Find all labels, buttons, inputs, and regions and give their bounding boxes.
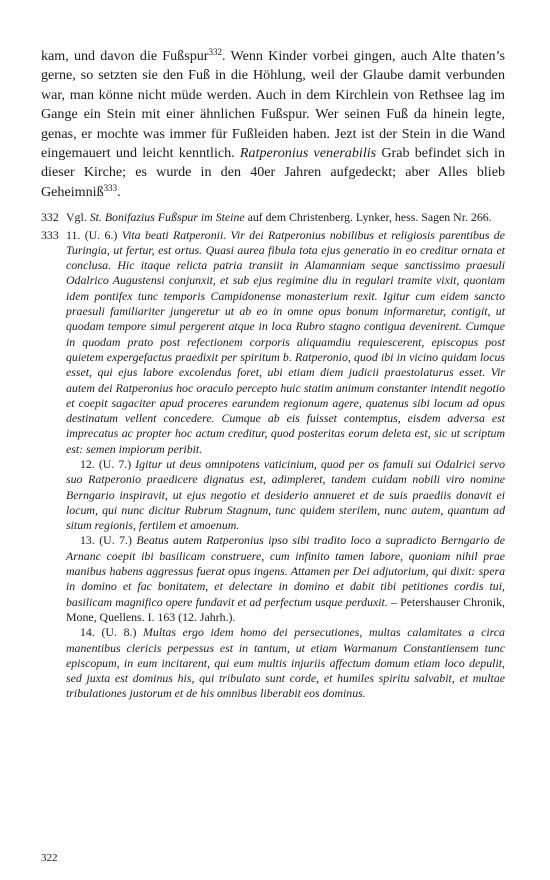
footnote-number: 332	[41, 210, 59, 225]
latin-text: Vita beati Ratperonii. Vir dei Ratperonius nobilibus et religiosis parentibus de Turingia, ut fertur, est ortus. Quasi aurea fibula tota ejus generatio in eo creditur ornata et conclusa. Hic itaque relicta patria transiit in Alamanniam seque sanctissimo praesuli Odalrico Augustensi conjunxit, et sub ejus regimine diu in regulari tramite vixit, quoniam idem pontifex tunc temporis Campidonense monasterium rexit. Igitur cum eidem sancto praesuli familiariter jungeretur ut ab eo in omne opus bonum informaretur, contigit, ut quodam tempore simul pergerent atque in loca Rubro stagno contigua devenirent. Cumque in quodam prato post refectionem corporis aliquamdiu requiescerent, episcopus post quietem expergefactus praedixit per spiritum b. Ratperonio, quod ibi in vicino quidam locus esset, qui ejus labore excolendus foret, ubi etiam diem judicii praestolaturus esset. Vir autem dei Ratperonius hoc oraculo percepto huic statim animum constanter intendit negotio et coepit sagaciter apud proceres earundem regionum agere, quatenus sibi locum ad opus destinatum vellent concedere. Cumque ab eis fuisset contemptus, eisdem adversa est imprecatus ac propter hoc actum creditur, quod posteritas eorum deleta est, sic ut scriptum est: semen impiorum peribit.	[66, 227, 505, 456]
footnote-ref-332[interactable]: 332	[208, 47, 223, 57]
footnote-paragraph-11	[66, 228, 505, 457]
page-number: 322	[41, 852, 58, 864]
page-content	[41, 47, 505, 702]
paragraph-lead: 11. (U. 6.)	[66, 227, 122, 242]
body-paragraph	[41, 47, 505, 202]
footnotes	[41, 210, 505, 702]
latin-text: Beatus autem Ratperonius ipso sibi tradito loco a supradicto Berngario de Arnanc coepit ibi basilicam construere, cum infinito tamen labore, quoniam nihil prae manibus habens aggressus fuerat opus ingens. Attamen per Dei adjutorium, qui dixit: spera in domino et fac bonitatem, et delectare in domino et dabit tibi petitiones cordis tui, basilicam magnifico opere fundavit et ad perfectum usque perduxit.	[66, 533, 505, 609]
footnote-333	[41, 228, 505, 702]
footnote-paragraph-12	[66, 457, 505, 533]
italic-name: Ratperonius venerabilis	[239, 145, 377, 162]
footnote-italic: St. Bonifazius Fußspur im Steine	[89, 210, 245, 225]
footnote-body	[66, 210, 505, 225]
latin-text: Multas ergo idem homo dei persecutiones, multas calamitates a circa manentibus clericis perpessus est in tantum, ut etiam Warmanum Constantiensem tunc episcopum, in eum incitarent, qui eum multis injuriis affectum domum etiam loco depulit, sed juxta est dominus his, qui tribulato sunt corde, et humiles spiritu salvabit, et multae tribulationes justorum et de his omnibus liberabit eos dominus.	[66, 625, 505, 701]
text-run: Grab befindet sich in dieser Kirche; es wurde in den 40er Jahren aufgedeckt; aber Alles blieb Geheimniß	[41, 145, 505, 200]
footnote-number: 333	[41, 227, 59, 242]
text-run: . Wenn Kinder vorbei gingen, auch Alte thaten’s gerne, so setzten sie den Fuß in die Höhlung, weil der Glaube damit verbunden war, man könne nicht müde werden. Auch in dem Kirchlein von Rethsee lag im Gange ein Stein mit einer ähnlichen Fußspur. Wer seinen Fuß da hinein legte, genas, er mochte was immer für Fußleiden haben. Jezt ist der Stein in die Wand eingemauert und leicht kenntlich.	[41, 48, 505, 162]
main-text	[41, 47, 505, 202]
paragraph-lead: 12. (U. 7.)	[80, 457, 136, 471]
text-run: .	[117, 183, 121, 200]
source-citation: – Petershauser Chronik, Mone, Quellens. I. 163 (12. Jahrh.).	[66, 594, 505, 624]
footnote-332	[41, 210, 505, 225]
latin-text: Igitur ut deus omnipotens vaticinium, quod per os famuli sui Odalrici servo suo Ratperonio praedicere dignatus est, adimpleret, tandem cuidam nobili viro nomine Berngario inspiravit, ut ejus negotio et desiderio annueret et de suis praediis donavit ei locum, qui nunc dicitur Rubrum Stagnum, tunc quidem sterilem, nunc autem, quantum ad situm regionis, fertilem et amoenum.	[66, 457, 505, 533]
footnote-text: auf dem Christenberg. Lynker, hess. Sagen Nr. 266.	[244, 210, 492, 225]
footnote-paragraph-13	[66, 533, 505, 625]
text-run: kam, und davon die Fußspur	[41, 48, 209, 64]
footnote-ref-333[interactable]: 333	[103, 182, 118, 193]
paragraph-lead: 13. (U. 7.)	[80, 533, 137, 548]
footnote-body	[66, 228, 505, 702]
paragraph-lead: 14. (U. 8.)	[80, 625, 144, 640]
footnote-paragraph-14	[66, 625, 505, 701]
footnote-text: Vgl.	[66, 210, 90, 225]
